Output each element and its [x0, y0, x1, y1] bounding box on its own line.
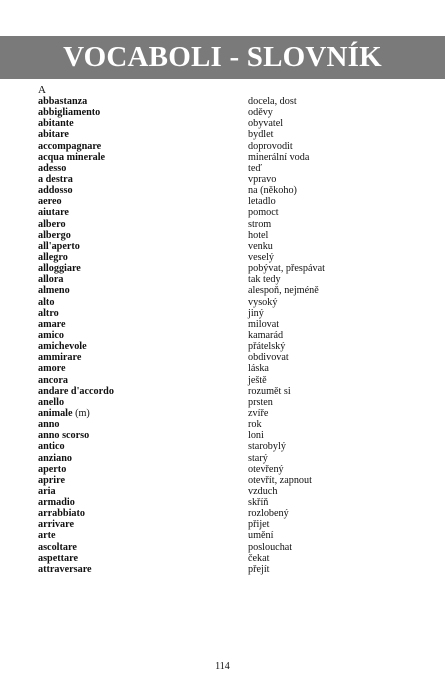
- czech-translation: letadlo: [248, 196, 276, 208]
- czech-translation: prsten: [248, 396, 273, 408]
- italian-word: ascoltare: [38, 541, 77, 553]
- vocab-entry: [38, 386, 418, 397]
- vocab-entry: [38, 319, 418, 330]
- italian-term: [38, 285, 248, 296]
- italian-term: [38, 542, 248, 553]
- italian-word: accompagnare: [38, 140, 102, 152]
- italian-term: [38, 163, 248, 174]
- italian-term: [38, 397, 248, 408]
- italian-term: [38, 352, 248, 363]
- italian-word: animale: [38, 407, 73, 419]
- italian-word: allora: [38, 274, 64, 286]
- italian-term: [38, 464, 248, 475]
- italian-term: [38, 308, 248, 319]
- gender-note: (m): [72, 407, 90, 419]
- italian-term: [38, 430, 248, 441]
- czech-translation: láska: [248, 363, 269, 375]
- vocab-entry: [38, 441, 418, 452]
- italian-word: anno scorso: [38, 430, 90, 442]
- vocab-entry: [38, 297, 418, 308]
- italian-word: adesso: [38, 162, 67, 174]
- vocab-entry: [38, 230, 418, 241]
- italian-word: antico: [38, 441, 65, 453]
- vocab-entry: [38, 542, 418, 553]
- vocab-entry: [38, 252, 418, 263]
- italian-word: addosso: [38, 185, 73, 197]
- vocab-entry: [38, 96, 418, 107]
- italian-word: attraversare: [38, 563, 92, 575]
- czech-translation: umění: [248, 530, 274, 542]
- vocab-entry: [38, 330, 418, 341]
- czech-translation: ještě: [248, 374, 267, 386]
- vocab-entry: [38, 341, 418, 352]
- czech-translation: starý: [248, 452, 268, 464]
- vocab-entry: [38, 207, 418, 218]
- vocab-entry: [38, 564, 418, 575]
- italian-word: arrivare: [38, 519, 75, 531]
- italian-word: arrabbiato: [38, 508, 85, 520]
- italian-word: alloggiare: [38, 263, 81, 275]
- czech-translation: alespoň, nejméně: [248, 285, 319, 297]
- italian-word: andare d'accordo: [38, 385, 114, 397]
- vocab-entry: [38, 486, 418, 497]
- italian-word: amico: [38, 329, 65, 341]
- vocab-entry: [38, 419, 418, 430]
- italian-term: [38, 129, 248, 140]
- italian-term: [38, 419, 248, 430]
- czech-translation: minerální voda: [248, 151, 310, 163]
- vocab-entry: [38, 308, 418, 319]
- vocab-entry: [38, 508, 418, 519]
- italian-term: [38, 475, 248, 486]
- vocab-entry: [38, 263, 418, 274]
- czech-translation: otevřený: [248, 463, 284, 475]
- czech-translation: skříň: [248, 497, 269, 509]
- italian-word: amare: [38, 318, 66, 330]
- italian-term: [38, 375, 248, 386]
- italian-term: [38, 274, 248, 285]
- czech-translation: jiný: [248, 307, 264, 319]
- czech-translation: vpravo: [248, 173, 277, 185]
- italian-term: [38, 441, 248, 452]
- italian-word: aiutare: [38, 207, 69, 219]
- italian-term: [38, 319, 248, 330]
- czech-translation: přátelský: [248, 341, 286, 353]
- czech-translation: přijet: [248, 519, 270, 531]
- vocab-entry: [38, 185, 418, 196]
- czech-translation: teď: [248, 162, 262, 174]
- czech-translation: tak tedy: [248, 274, 281, 286]
- italian-word: abitante: [38, 118, 74, 130]
- title-banner: [0, 36, 445, 79]
- vocab-entry: [38, 196, 418, 207]
- italian-term: [38, 297, 248, 308]
- italian-term: [38, 508, 248, 519]
- czech-translation: obdivovat: [248, 352, 289, 364]
- vocab-entry: [38, 408, 418, 419]
- italian-word: almeno: [38, 285, 70, 297]
- italian-term: [38, 497, 248, 508]
- italian-term: [38, 453, 248, 464]
- italian-term: [38, 408, 248, 419]
- italian-word: albero: [38, 218, 66, 230]
- czech-translation: doprovodit: [248, 140, 293, 152]
- czech-translation: hotel: [248, 229, 269, 241]
- czech-translation: rozumět si: [248, 385, 291, 397]
- italian-term: [38, 219, 248, 230]
- czech-translation: bydlet: [248, 129, 274, 141]
- italian-term: [38, 118, 248, 129]
- italian-word: aspettare: [38, 552, 78, 564]
- czech-translation: starobylý: [248, 441, 286, 453]
- italian-word: anziano: [38, 452, 72, 464]
- vocab-entry: [38, 352, 418, 363]
- czech-translation: rozlobený: [248, 508, 289, 520]
- italian-term: [38, 96, 248, 107]
- italian-term: [38, 185, 248, 196]
- vocab-entry: [38, 141, 418, 152]
- vocab-entry: [38, 519, 418, 530]
- czech-translation: otevřít, zapnout: [248, 474, 312, 486]
- italian-term: [38, 252, 248, 263]
- italian-term: [38, 141, 248, 152]
- czech-translation: pobývat, přespávat: [248, 263, 325, 275]
- vocab-entry: [38, 219, 418, 230]
- vocab-entry: [38, 475, 418, 486]
- czech-translation: obyvatel: [248, 118, 284, 130]
- vocab-entry: [38, 497, 418, 508]
- italian-term: [38, 230, 248, 241]
- page-number: 114: [215, 661, 230, 672]
- italian-word: ancora: [38, 374, 68, 386]
- italian-word: all'aperto: [38, 240, 80, 252]
- section-letter: A: [38, 84, 46, 96]
- italian-word: anno: [38, 419, 60, 431]
- italian-term: [38, 519, 248, 530]
- vocab-entry: [38, 152, 418, 163]
- italian-term: [38, 386, 248, 397]
- czech-translation: rok: [248, 419, 262, 431]
- vocab-entry: [38, 163, 418, 174]
- italian-term: [38, 263, 248, 274]
- vocab-entry: [38, 553, 418, 564]
- italian-term: [38, 486, 248, 497]
- czech-translation: venku: [248, 240, 273, 252]
- czech-translation: zvíře: [248, 407, 269, 419]
- italian-term: [38, 107, 248, 118]
- italian-word: aperto: [38, 463, 67, 475]
- czech-translation: oděvy: [248, 107, 273, 119]
- czech-translation: kamarád: [248, 329, 284, 341]
- czech-translation: vzduch: [248, 485, 278, 497]
- czech-translation: poslouchat: [248, 541, 293, 553]
- vocabulary-list: [38, 96, 418, 575]
- italian-word: amore: [38, 363, 66, 375]
- czech-translation: strom: [248, 218, 272, 230]
- italian-term: [38, 152, 248, 163]
- italian-word: aria: [38, 485, 56, 497]
- italian-word: abbigliamento: [38, 107, 101, 119]
- vocab-entry: [38, 430, 418, 441]
- italian-term: [38, 174, 248, 185]
- italian-term: [38, 530, 248, 541]
- italian-word: allegro: [38, 251, 68, 263]
- italian-term: [38, 330, 248, 341]
- italian-word: abbastanza: [38, 96, 88, 107]
- vocab-entry: [38, 107, 418, 118]
- vocab-entry: [38, 453, 418, 464]
- vocab-entry: [38, 397, 418, 408]
- vocab-entry: [38, 174, 418, 185]
- italian-word: alto: [38, 296, 55, 308]
- czech-translation: vysoký: [248, 296, 278, 308]
- czech-translation: čekat: [248, 552, 270, 564]
- vocab-entry: [38, 274, 418, 285]
- italian-term: [38, 207, 248, 218]
- italian-word: a destra: [38, 173, 73, 185]
- vocab-entry: [38, 375, 418, 386]
- italian-word: anello: [38, 396, 65, 408]
- italian-word: abitare: [38, 129, 69, 141]
- vocab-entry: [38, 285, 418, 296]
- italian-word: amichevole: [38, 341, 87, 353]
- vocab-entry: [38, 241, 418, 252]
- czech-translation: milovat: [248, 318, 280, 330]
- italian-word: aereo: [38, 196, 62, 208]
- czech-translation: veselý: [248, 251, 275, 263]
- page-title: VOCABOLI - SLOVNÍK: [63, 41, 382, 73]
- czech-translation: loni: [248, 430, 264, 442]
- italian-term: [38, 564, 248, 575]
- czech-translation: docela, dost: [248, 96, 297, 107]
- italian-term: [38, 363, 248, 374]
- italian-term: [38, 196, 248, 207]
- vocab-entry: [38, 464, 418, 475]
- vocab-entry: [38, 118, 418, 129]
- italian-word: arte: [38, 530, 56, 542]
- vocab-entry: [38, 363, 418, 374]
- czech-translation: pomoct: [248, 207, 279, 219]
- vocab-entry: [38, 530, 418, 541]
- czech-translation: přejít: [248, 563, 270, 575]
- italian-word: albergo: [38, 229, 71, 241]
- italian-term: [38, 553, 248, 564]
- italian-word: armadio: [38, 497, 75, 509]
- italian-term: [38, 341, 248, 352]
- vocab-entry: [38, 129, 418, 140]
- italian-word: ammirare: [38, 352, 82, 364]
- italian-term: [38, 241, 248, 252]
- czech-translation: na (někoho): [248, 185, 297, 197]
- italian-word: aprire: [38, 474, 65, 486]
- italian-word: acqua minerale: [38, 151, 106, 163]
- italian-word: altro: [38, 307, 59, 319]
